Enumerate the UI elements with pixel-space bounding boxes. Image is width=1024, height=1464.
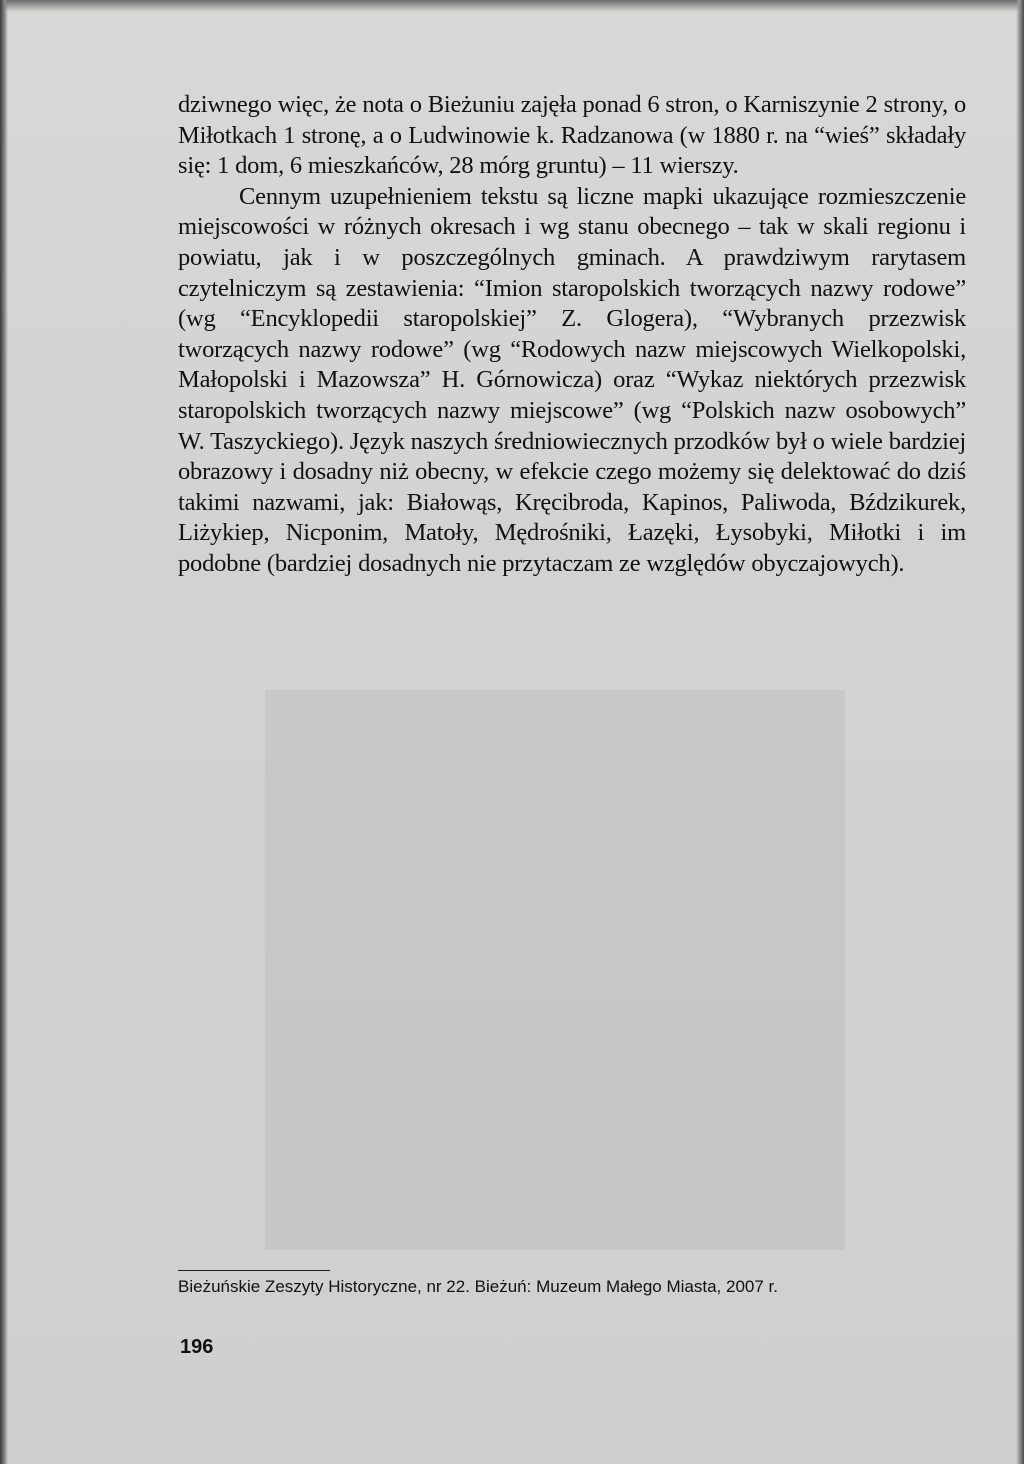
page-top-shadow: [0, 0, 1024, 12]
show-through-image: [265, 690, 845, 1250]
page-left-shadow: [0, 0, 8, 1464]
page-number: 196: [180, 1336, 214, 1358]
page-right-shadow: [1016, 0, 1024, 1464]
paragraph-1: dziwnego więc, że nota o Bieżuniu zajęła ponad 6 stron, o Karniszynie 2 strony, o Miłotkach 1 stronę, a o Ludwinowie k. Radzanowa (w 1880 r. na “wieś” składały się: 1 dom, 6 mieszkańców, 28 mórg gruntu) – 11 wierszy.: [178, 91, 966, 180]
footnote: Bieżuńskie Zeszyty Historyczne, nr 22. Bieżuń: Muzeum Małego Miasta, 2007 r.: [178, 1277, 778, 1296]
body-text: [178, 90, 966, 580]
footnote-divider: [178, 1270, 330, 1271]
paragraph-2: Cennym uzupełnieniem tekstu są liczne mapki ukazujące rozmieszczenie miejscowości w różnych okresach i wg stanu obecnego – tak w skali regionu i powiatu, jak i w poszczególnych gminach. A prawdziwym rarytasem czytelniczym są zestawienia: “Imion staropolskich tworzących nazwy rodowe” (wg “Encyklopedii staropolskiej” Z. Glogera), “Wybranych przezwisk tworzących nazwy rodowe” (wg “Rodowych nazw miejscowych Wielkopolski, Małopolski i Mazowsza” H. Górnowicza) oraz “Wykaz niektórych przezwisk staropolskich tworzących nazwy miejscowe” (wg “Polskich nazw osobowych” W. Taszyckiego). Język naszych średniowiecznych przodków był o wiele bardziej obrazowy i dosadny niż obecny, w efekcie czego możemy się delektować do dziś takimi nazwami, jak: Białowąs, Kręcibroda, Kapinos, Paliwoda, Bździkurek, Liżykiep, Nicponim, Matoły, Mędrośniki, Łazęki, Łysobyki, Miłotki i im podobne (bardziej dosadnych nie przytaczam ze względów obyczajowych).: [178, 182, 966, 577]
